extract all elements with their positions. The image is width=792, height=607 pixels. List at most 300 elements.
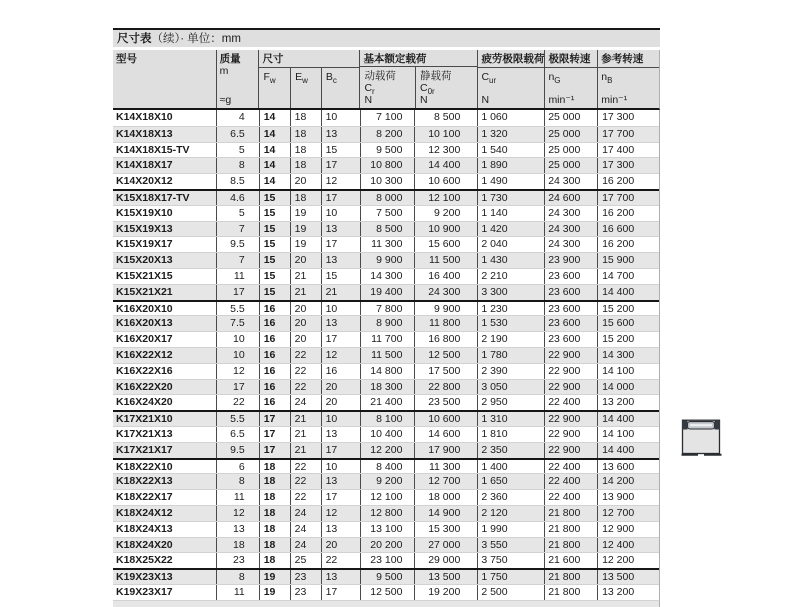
static-load-cell: 15 600 bbox=[414, 237, 477, 252]
fatigue-load-cell: 2 120 bbox=[477, 506, 544, 521]
static-load-name: 静载荷 bbox=[419, 70, 452, 82]
table-row bbox=[113, 142, 659, 158]
limit-speed-cell: 21 800 bbox=[544, 570, 597, 584]
ew-cell: 22 bbox=[290, 348, 321, 363]
table-row bbox=[113, 221, 659, 237]
model-cell: K18X24X13 bbox=[116, 522, 173, 535]
static-load-cell: 22 800 bbox=[414, 380, 477, 395]
fw-cell: 15 bbox=[259, 191, 290, 205]
model-cell: K16X22X16 bbox=[116, 364, 173, 377]
model-cell: K15X21X15 bbox=[116, 269, 173, 282]
static-load-cell: 27 000 bbox=[414, 538, 477, 553]
header-mass-column bbox=[216, 50, 259, 108]
static-load-cell: 15 300 bbox=[414, 522, 477, 537]
ref-speed-cell: 13 200 bbox=[597, 585, 659, 600]
dynamic-load-cell: 12 800 bbox=[360, 506, 415, 521]
fatigue-load-cell: 1 060 bbox=[477, 110, 544, 126]
ref-speed-cell: 14 000 bbox=[597, 380, 659, 395]
ref-speed-subcell bbox=[598, 68, 659, 108]
limit-speed-cell: 24 300 bbox=[544, 174, 597, 189]
limit-speed-cell: 25 000 bbox=[544, 110, 597, 126]
dynamic-load-cell: 10 400 bbox=[360, 427, 415, 442]
fw-cell: 16 bbox=[259, 395, 290, 410]
fw-cell: 16 bbox=[259, 316, 290, 331]
header-bc-cell bbox=[321, 68, 360, 108]
symbol-cr: $C_r$ bbox=[364, 82, 375, 97]
ref-speed-cell: 17 700 bbox=[597, 127, 659, 142]
fatigue-load-cell: 2 950 bbox=[477, 395, 544, 410]
bc-cell: 12 bbox=[321, 348, 360, 363]
header-dynamic-load-cell bbox=[360, 67, 415, 108]
table-title: 尺寸表 bbox=[117, 33, 152, 45]
dynamic-load-cell: 19 400 bbox=[360, 285, 415, 300]
fatigue-load-cell: 2 500 bbox=[477, 585, 544, 600]
dynamic-load-cell: 8 900 bbox=[360, 316, 415, 331]
ew-cell: 21 bbox=[290, 443, 321, 458]
fatigue-load-cell: 1 730 bbox=[477, 191, 544, 205]
bearing-icon-svg bbox=[681, 418, 722, 457]
fw-cell: 18 bbox=[259, 538, 290, 553]
fw-cell: 15 bbox=[259, 285, 290, 300]
symbol-c0r: $C_{0r}$ bbox=[419, 82, 435, 97]
ew-cell: 24 bbox=[290, 506, 321, 521]
ew-cell: 20 bbox=[290, 253, 321, 268]
header-dimensions-group bbox=[258, 50, 359, 108]
static-load-cell: 10 600 bbox=[414, 412, 477, 426]
fw-cell: 16 bbox=[259, 364, 290, 379]
limit-speed-cell: 22 900 bbox=[544, 380, 597, 395]
ref-speed-cell: 13 900 bbox=[597, 490, 659, 505]
mass-cell: 8.5 bbox=[216, 174, 259, 189]
mass-cell: 8 bbox=[216, 570, 259, 584]
fatigue-load-cell: 3 050 bbox=[477, 380, 544, 395]
ew-cell: 22 bbox=[290, 490, 321, 505]
limit-speed-cell: 22 900 bbox=[544, 427, 597, 442]
mass-cell: 4.6 bbox=[216, 191, 259, 205]
model-cell: K18X24X12 bbox=[116, 506, 173, 519]
model-cell: K17X21X13 bbox=[116, 427, 173, 440]
model-cell: K15X20X13 bbox=[116, 254, 173, 267]
mass-cell: 18 bbox=[216, 538, 259, 553]
bc-cell: 17 bbox=[321, 490, 360, 505]
static-load-cell: 12 500 bbox=[414, 348, 477, 363]
table-row bbox=[113, 521, 659, 537]
dynamic-load-cell: 9 500 bbox=[360, 143, 415, 158]
ref-speed-cell: 17 700 bbox=[597, 191, 659, 205]
fw-cell: 14 bbox=[259, 110, 290, 126]
table-row bbox=[113, 473, 659, 489]
table-row bbox=[113, 284, 659, 300]
fw-cell: 14 bbox=[259, 127, 290, 142]
header-ref-speed-column bbox=[597, 50, 659, 108]
ew-cell: 25 bbox=[290, 553, 321, 568]
model-cell: K18X24X20 bbox=[116, 538, 173, 551]
bc-cell: 17 bbox=[321, 332, 360, 347]
ref-speed-cell: 13 600 bbox=[597, 460, 659, 474]
mass-cell: 11 bbox=[216, 269, 259, 284]
static-load-cell: 16 400 bbox=[414, 269, 477, 284]
table-title-unit: （续）· 单位：mm bbox=[151, 33, 241, 45]
limit-speed-cell: 21 600 bbox=[544, 553, 597, 568]
ew-cell: 24 bbox=[290, 522, 321, 537]
model-cell: K17X21X10 bbox=[116, 413, 173, 426]
symbol-fw: $F_w$ bbox=[263, 71, 276, 86]
bc-cell: 10 bbox=[321, 412, 360, 426]
limit-speed-cell: 23 600 bbox=[544, 269, 597, 284]
ref-speed-cell: 17 400 bbox=[597, 143, 659, 158]
limit-speed-cell: 22 900 bbox=[544, 348, 597, 363]
bc-cell: 13 bbox=[321, 127, 360, 142]
ew-cell: 19 bbox=[290, 237, 321, 252]
header-static-load-cell bbox=[415, 67, 477, 108]
fw-cell: 15 bbox=[259, 206, 290, 221]
ew-cell: 18 bbox=[290, 143, 321, 158]
ref-speed-cell: 16 200 bbox=[597, 174, 659, 189]
limit-speed-cell: 25 000 bbox=[544, 127, 597, 142]
fw-cell: 15 bbox=[259, 222, 290, 237]
mass-cell: 4 bbox=[216, 110, 259, 126]
table-row bbox=[113, 442, 659, 458]
static-load-cell: 10 900 bbox=[414, 222, 477, 237]
table-row bbox=[113, 189, 659, 205]
fatigue-load-cell: 3 300 bbox=[477, 285, 544, 300]
table-row bbox=[113, 110, 659, 126]
limit-speed-cell: 22 900 bbox=[544, 364, 597, 379]
static-load-cell: 17 500 bbox=[414, 364, 477, 379]
fw-cell: 17 bbox=[259, 412, 290, 426]
fw-cell: 14 bbox=[259, 158, 290, 173]
model-cell: K14X18X13 bbox=[116, 127, 173, 140]
dynamic-load-cell: 8 400 bbox=[360, 460, 415, 474]
bc-cell: 17 bbox=[321, 237, 360, 252]
mass-cell: 23 bbox=[216, 553, 259, 568]
model-cell: K18X25X22 bbox=[116, 554, 173, 567]
ew-cell: 19 bbox=[290, 206, 321, 221]
static-load-cell: 14 400 bbox=[414, 158, 477, 173]
static-load-cell: 14 600 bbox=[414, 427, 477, 442]
static-load-cell: 19 200 bbox=[414, 585, 477, 600]
mass-cell: 6 bbox=[216, 460, 259, 474]
model-cell: K14X18X10 bbox=[116, 111, 173, 123]
fw-cell: 14 bbox=[259, 143, 290, 158]
table-row bbox=[113, 331, 659, 347]
fatigue-load-cell: 1 990 bbox=[477, 522, 544, 537]
bc-cell: 10 bbox=[321, 302, 360, 316]
bc-cell: 10 bbox=[321, 206, 360, 221]
fatigue-load-cell: 1 750 bbox=[477, 570, 544, 584]
model-cell: K15X18X17-TV bbox=[116, 191, 190, 204]
mass-cell: 7 bbox=[216, 222, 259, 237]
ew-cell: 20 bbox=[290, 316, 321, 331]
ref-speed-cell: 14 400 bbox=[597, 443, 659, 458]
fw-cell: 18 bbox=[259, 474, 290, 489]
bc-cell: 17 bbox=[321, 191, 360, 205]
unit-mass: ≈g bbox=[219, 94, 232, 106]
model-cell: K14X20X12 bbox=[116, 175, 173, 188]
ref-speed-cell: 12 400 bbox=[597, 538, 659, 553]
ew-cell: 23 bbox=[290, 585, 321, 600]
table-row bbox=[113, 363, 659, 379]
mass-cell: 11 bbox=[216, 585, 259, 600]
bc-cell: 13 bbox=[321, 474, 360, 489]
fatigue-load-cell: 1 810 bbox=[477, 427, 544, 442]
mass-cell: 5 bbox=[216, 206, 259, 221]
mass-cell: 10 bbox=[216, 332, 259, 347]
dynamic-load-cell: 14 300 bbox=[360, 269, 415, 284]
limit-speed-cell: 23 600 bbox=[544, 302, 597, 316]
bc-cell: 17 bbox=[321, 158, 360, 173]
table-row bbox=[113, 584, 659, 600]
model-cell: K19X23X17 bbox=[116, 585, 173, 598]
partial-next-row bbox=[113, 600, 660, 607]
header-model-label: 型号 bbox=[116, 53, 137, 65]
bc-cell: 17 bbox=[321, 585, 360, 600]
table-row bbox=[113, 537, 659, 553]
mass-cell: 6.5 bbox=[216, 127, 259, 142]
fw-cell: 18 bbox=[259, 553, 290, 568]
table-row bbox=[113, 568, 659, 584]
symbol-mass: m bbox=[219, 65, 229, 77]
dynamic-load-cell: 11 500 bbox=[360, 348, 415, 363]
header-basic-load-label: 基本额定载荷 bbox=[360, 50, 477, 67]
mass-cell: 17 bbox=[216, 285, 259, 300]
static-load-cell: 8 500 bbox=[414, 110, 477, 126]
ew-cell: 22 bbox=[290, 474, 321, 489]
ref-speed-cell: 12 700 bbox=[597, 506, 659, 521]
fw-cell: 16 bbox=[259, 302, 290, 316]
ew-cell: 18 bbox=[290, 158, 321, 173]
static-load-cell: 10 100 bbox=[414, 127, 477, 142]
bc-cell: 20 bbox=[321, 538, 360, 553]
ew-cell: 24 bbox=[290, 538, 321, 553]
dynamic-load-cell: 20 200 bbox=[360, 538, 415, 553]
table-row bbox=[113, 489, 659, 505]
fw-cell: 16 bbox=[259, 332, 290, 347]
ew-cell: 24 bbox=[290, 395, 321, 410]
fw-cell: 19 bbox=[259, 570, 290, 584]
limit-speed-cell: 22 400 bbox=[544, 460, 597, 474]
dynamic-load-cell: 8 100 bbox=[360, 412, 415, 426]
ref-speed-cell: 14 100 bbox=[597, 364, 659, 379]
limit-speed-cell: 24 300 bbox=[544, 237, 597, 252]
fatigue-subcell bbox=[478, 68, 544, 108]
symbol-ew: $E_w$ bbox=[295, 71, 308, 86]
header-limit-speed-column bbox=[544, 50, 597, 108]
ref-speed-cell: 15 900 bbox=[597, 253, 659, 268]
fw-cell: 15 bbox=[259, 253, 290, 268]
model-cell: K14X18X17 bbox=[116, 159, 173, 172]
model-cell: K14X18X15-TV bbox=[116, 143, 190, 156]
ew-cell: 20 bbox=[290, 302, 321, 316]
mass-cell: 11 bbox=[216, 490, 259, 505]
fatigue-load-cell: 2 350 bbox=[477, 443, 544, 458]
model-cell: K18X22X10 bbox=[116, 460, 173, 473]
header-fatigue-load-column bbox=[477, 50, 544, 108]
mass-cell: 9.5 bbox=[216, 443, 259, 458]
bc-cell: 20 bbox=[321, 380, 360, 395]
limit-speed-cell: 21 800 bbox=[544, 585, 597, 600]
static-load-cell: 12 100 bbox=[414, 191, 477, 205]
fw-cell: 15 bbox=[259, 237, 290, 252]
limit-speed-subcell bbox=[545, 68, 597, 108]
mass-cell: 5 bbox=[216, 143, 259, 158]
static-load-cell: 17 900 bbox=[414, 443, 477, 458]
spacer bbox=[217, 77, 259, 94]
ref-speed-cell: 14 300 bbox=[597, 348, 659, 363]
dynamic-load-cell: 21 400 bbox=[360, 395, 415, 410]
dynamic-load-cell: 7 100 bbox=[360, 110, 415, 126]
ew-cell: 22 bbox=[290, 364, 321, 379]
ref-speed-cell: 14 100 bbox=[597, 427, 659, 442]
fatigue-load-cell: 3 750 bbox=[477, 553, 544, 568]
fatigue-load-cell: 2 210 bbox=[477, 269, 544, 284]
ref-speed-cell: 14 700 bbox=[597, 269, 659, 284]
limit-speed-cell: 21 800 bbox=[544, 522, 597, 537]
bc-cell: 10 bbox=[321, 460, 360, 474]
ref-speed-cell: 12 900 bbox=[597, 522, 659, 537]
table-row bbox=[113, 394, 659, 410]
dynamic-load-cell: 12 100 bbox=[360, 490, 415, 505]
bc-cell: 13 bbox=[321, 316, 360, 331]
dynamic-load-cell: 7 500 bbox=[360, 206, 415, 221]
ref-speed-cell: 15 600 bbox=[597, 316, 659, 331]
ref-speed-cell: 12 200 bbox=[597, 553, 659, 568]
model-cell: K19X23X13 bbox=[116, 571, 173, 584]
ew-cell: 20 bbox=[290, 332, 321, 347]
limit-speed-cell: 22 900 bbox=[544, 443, 597, 458]
fatigue-load-cell: 2 190 bbox=[477, 332, 544, 347]
static-load-cell: 16 800 bbox=[414, 332, 477, 347]
fatigue-load-cell: 1 530 bbox=[477, 316, 544, 331]
ref-speed-cell: 17 300 bbox=[597, 158, 659, 173]
static-load-cell: 9 200 bbox=[414, 206, 477, 221]
mass-cell: 7.5 bbox=[216, 316, 259, 331]
static-load-cell: 11 800 bbox=[414, 316, 477, 331]
static-load-cell: 10 600 bbox=[414, 174, 477, 189]
table-row bbox=[113, 458, 659, 474]
mass-cell: 12 bbox=[216, 364, 259, 379]
table-row bbox=[113, 126, 659, 142]
symbol-bc: $B_c$ bbox=[325, 71, 337, 86]
ew-cell: 23 bbox=[290, 570, 321, 584]
fw-cell: 14 bbox=[259, 174, 290, 189]
mass-cell: 5.5 bbox=[216, 302, 259, 316]
unit-ng: min⁻¹ bbox=[548, 94, 575, 106]
ew-cell: 21 bbox=[290, 285, 321, 300]
ew-cell: 20 bbox=[290, 174, 321, 189]
spacer bbox=[548, 83, 595, 94]
header-dimensions-label: 尺寸 bbox=[259, 50, 359, 68]
fw-cell: 18 bbox=[259, 490, 290, 505]
dynamic-load-cell: 9 200 bbox=[360, 474, 415, 489]
limit-speed-cell: 23 600 bbox=[544, 316, 597, 331]
dynamic-load-cell: 11 300 bbox=[360, 237, 415, 252]
dimension-subcolumns bbox=[259, 68, 359, 108]
bc-cell: 13 bbox=[321, 222, 360, 237]
bc-cell: 13 bbox=[321, 253, 360, 268]
fw-cell: 16 bbox=[259, 348, 290, 363]
header-limit-speed-label: 极限转速 bbox=[545, 50, 597, 68]
static-load-cell: 11 300 bbox=[414, 460, 477, 474]
table-row bbox=[113, 300, 659, 316]
fatigue-load-cell: 1 780 bbox=[477, 348, 544, 363]
limit-speed-cell: 22 400 bbox=[544, 474, 597, 489]
unit-nb: min⁻¹ bbox=[601, 94, 628, 106]
fatigue-load-cell: 1 230 bbox=[477, 302, 544, 316]
static-load-cell: 23 500 bbox=[414, 395, 477, 410]
limit-speed-cell: 25 000 bbox=[544, 143, 597, 158]
fatigue-load-cell: 1 890 bbox=[477, 158, 544, 173]
fatigue-load-cell: 1 540 bbox=[477, 143, 544, 158]
fatigue-load-cell: 1 400 bbox=[477, 460, 544, 474]
ew-cell: 21 bbox=[290, 427, 321, 442]
limit-speed-cell: 23 600 bbox=[544, 332, 597, 347]
ref-speed-cell: 17 300 bbox=[597, 110, 659, 126]
table-row bbox=[113, 315, 659, 331]
bc-cell: 10 bbox=[321, 110, 360, 126]
dynamic-load-name: 动载荷 bbox=[364, 70, 396, 82]
static-load-cell: 12 700 bbox=[414, 474, 477, 489]
limit-speed-cell: 22 400 bbox=[544, 395, 597, 410]
bc-cell: 15 bbox=[321, 269, 360, 284]
limit-speed-cell: 22 400 bbox=[544, 490, 597, 505]
fatigue-load-cell: 2 360 bbox=[477, 490, 544, 505]
bc-cell: 12 bbox=[321, 174, 360, 189]
ref-speed-cell: 16 600 bbox=[597, 222, 659, 237]
ref-speed-cell: 14 200 bbox=[597, 474, 659, 489]
mass-cell: 12 bbox=[216, 506, 259, 521]
static-load-cell: 13 500 bbox=[414, 570, 477, 584]
model-cell: K18X22X13 bbox=[116, 475, 173, 488]
model-cell: K16X20X13 bbox=[116, 317, 173, 330]
static-load-cell: 18 000 bbox=[414, 490, 477, 505]
load-subcolumns bbox=[360, 67, 477, 108]
symbol-ng: $n_G$ bbox=[548, 71, 561, 86]
header-fatigue-load-label: 疲劳极限载荷 bbox=[478, 50, 544, 68]
ref-speed-cell: 13 500 bbox=[597, 570, 659, 584]
dynamic-load-cell: 8 000 bbox=[360, 191, 415, 205]
limit-speed-cell: 23 900 bbox=[544, 253, 597, 268]
header-mass-label: 质量 bbox=[219, 53, 241, 65]
spacer bbox=[601, 83, 657, 94]
ref-speed-cell: 16 200 bbox=[597, 237, 659, 252]
model-cell: K15X19X17 bbox=[116, 238, 173, 251]
dynamic-load-cell: 9 500 bbox=[360, 570, 415, 584]
bc-cell: 16 bbox=[321, 364, 360, 379]
bc-cell: 12 bbox=[321, 506, 360, 521]
mass-cell: 9.5 bbox=[216, 237, 259, 252]
fw-cell: 15 bbox=[259, 269, 290, 284]
fatigue-load-cell: 1 490 bbox=[477, 174, 544, 189]
ref-speed-cell: 15 200 bbox=[597, 302, 659, 316]
fw-cell: 17 bbox=[259, 443, 290, 458]
table-title-bar bbox=[113, 28, 660, 47]
ref-speed-cell: 14 400 bbox=[597, 285, 659, 300]
header-fw-cell bbox=[259, 68, 290, 108]
static-load-cell: 9 900 bbox=[414, 302, 477, 316]
model-cell: K15X19X10 bbox=[116, 206, 173, 219]
ew-cell: 21 bbox=[290, 269, 321, 284]
bc-cell: 20 bbox=[321, 395, 360, 410]
bc-cell: 13 bbox=[321, 427, 360, 442]
header-model-column bbox=[113, 50, 216, 108]
mass-cell: 6.5 bbox=[216, 427, 259, 442]
dynamic-load-cell: 7 800 bbox=[360, 302, 415, 316]
mass-cell: 8 bbox=[216, 474, 259, 489]
table-row bbox=[113, 410, 659, 426]
ew-cell: 18 bbox=[290, 110, 321, 126]
dynamic-load-cell: 11 700 bbox=[360, 332, 415, 347]
